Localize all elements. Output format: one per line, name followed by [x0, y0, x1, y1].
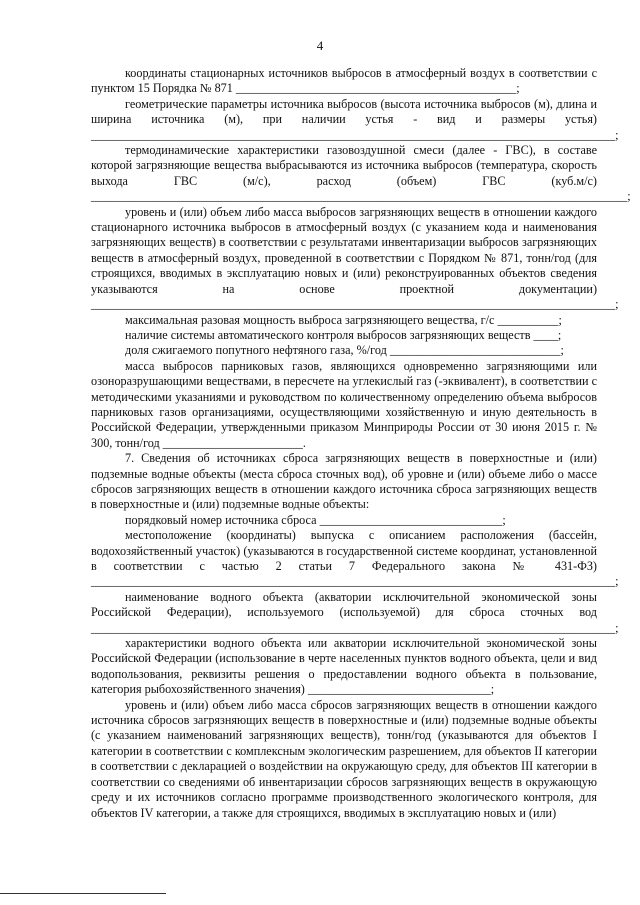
paragraph-auto-control-system: наличие системы автоматического контроля выбросов загрязняющих веществ ____;	[125, 327, 562, 342]
paragraph-associated-gas-share: доля сжигаемого попутного нефтяного газа, %/год ____________________________;	[125, 343, 564, 358]
footnote-divider	[0, 893, 166, 894]
paragraph-water-body-name: наименование водного объекта (акватории исключительной экономической зоны Российской Федерации), используемого (используемой) для сброса сточных вод ______________________________________________________________________________________;	[91, 589, 619, 635]
paragraph-outlet-location: местоположение (координаты) выпуска с описанием расположения (бассейн, водохозяйственный участок) (указываются в государственной системе координат, установленной в соответствии с частью 2 статьи 7 Федерального закона № 431-ФЗ) ______________________________________________________________________________________;	[91, 528, 619, 589]
paragraph-water-body-characteristics: характеристики водного объекта или акватории исключительной экономической зоны Российской Федерации (использование в черте населенных пунктов водного объекта, цели и вид водопользования, реквизиты решения о предоставлении водного объекта в пользование, категория рыбохозяйственного значения) ______________________________;	[91, 636, 597, 697]
paragraph-max-emission-power: максимальная разовая мощность выброса загрязняющего вещества, г/с __________;	[125, 312, 562, 327]
paragraph-source-coordinates: координаты стационарных источников выбросов в атмосферный воздух в соответствии с пунктом 15 Порядка № 871 ______________________________________________;	[91, 66, 597, 96]
paragraph-greenhouse-gas-mass: масса выбросов парниковых газов, являющихся одновременно загрязняющими или озоноразрушающими веществами, в пересчете на углекислый газ (-эквивалент), в соответствии с методическими указаниями и руководством по количественному определению объема выбросов парниковых газов организациями, осуществляющими хозяйственную и иную деятельность в Российской Федерации, утвержденными приказом Минприроды России от 30 июня 2015 г. № 300, тонн/год _______________________.	[91, 358, 597, 450]
paragraph-discharge-levels: уровень и (или) объем либо масса сбросов загрязняющих веществ в отношении каждого источника сбросов загрязняющих веществ в поверхностные и (или) подземные водные объекты (с указанием наименований загрязняющих веществ), тонн/год (указываются для объектов I категории в соответствии с комплексным экологическим разрешением, для объектов II категории в соответствии с декларацией о воздействии на окружающую среду, для объектов III категории в соответствии со сведениями об инвентаризации сбросов загрязняющих веществ в окружающую среду и их источников согласно программе производственного экологического контроля, для объектов IV категории, а также для строящихся, вводимых в эксплуатацию новых и (или)	[91, 697, 597, 820]
paragraph-emission-levels: уровень и (или) объем либо масса выбросов загрязняющих веществ в отношении каждого стационарного источника выбросов в атмосферный воздух (с указанием кода и наименования загрязняющих веществ) в соответствии с результатами инвентаризации выбросов загрязняющих веществ в атмосферный воздух, проведенной в соответствии с Порядком № 871, тонн/год (для строящихся, вводимых в эксплуатацию новых и (или) реконструированных объектов сведения указываются на основе проектной документации) ______________________________________________________________________________________;	[91, 204, 619, 312]
section-7-heading: 7. Сведения об источниках сброса загрязняющих веществ в поверхностные и (или) подземные водные объекты (места сброса сточных вод), об уровне и (или) объеме либо о массе сбросов загрязняющих веществ в отношении каждого источника сброса загрязняющих веществ в поверхностные и (или) подземные водные объекты:	[91, 451, 597, 512]
document-body	[91, 66, 631, 821]
paragraph-discharge-source-number: порядковый номер источника сброса ______________________________;	[125, 512, 506, 527]
page-number: 4	[316, 38, 324, 53]
paragraph-geometric-parameters: геометрические параметры источника выбросов (высота источника выбросов (м), длина и ширина источника (м), при наличии устья - вид и размеры устья) ______________________________________________________________________________________;	[91, 96, 619, 142]
paragraph-thermodynamic-characteristics: термодинамические характеристики газовоздушной смеси (далее - ГВС), в составе которой загрязняющие вещества выбрасываются из источника выбросов (температура, скорость выхода ГВС (м/с), расход (объем) ГВС (куб.м/с) ________________________________________________________________________________________;	[91, 143, 631, 204]
